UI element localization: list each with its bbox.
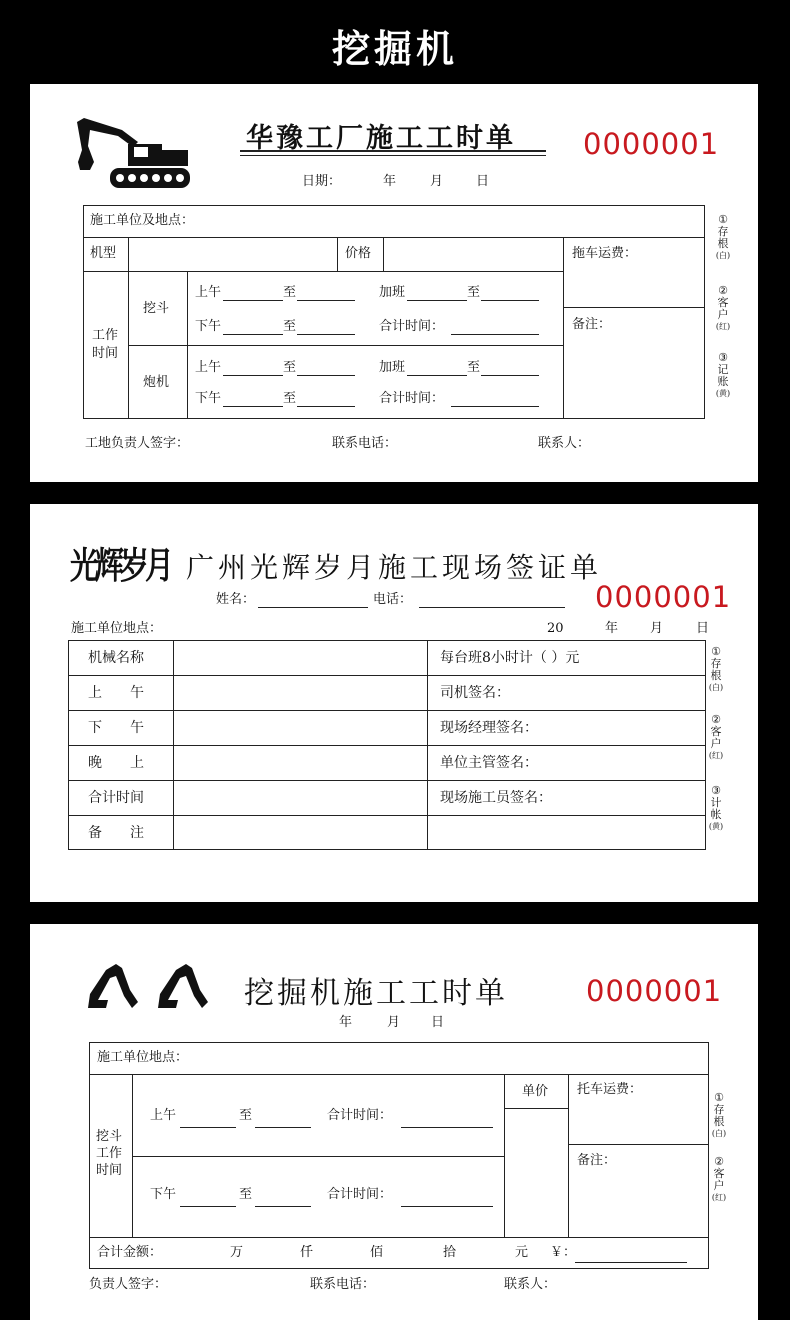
- brand-logo: 光辉岁月: [70, 544, 171, 587]
- total-prefix: 合: [379, 319, 393, 334]
- phone-label: 电话：: [373, 592, 413, 607]
- date-year: 年: [339, 1015, 353, 1030]
- afternoon-label: 下午: [195, 319, 222, 334]
- date-month: 月: [650, 621, 664, 636]
- tow-fee-label: 拖车运费：: [572, 246, 638, 261]
- site-label: 施工单位及地点：: [90, 213, 195, 228]
- amount-shi: 拾: [443, 1245, 457, 1260]
- unit-supervisor-signature-label: 单位主管签名：: [440, 755, 538, 771]
- machine-name-label: 机械名称: [88, 650, 144, 666]
- amount-bai: 佰: [370, 1245, 384, 1260]
- copy-label-yellow: ③ 记 账 (黄): [715, 351, 731, 398]
- site-manager-signature-label: 现场经理签名：: [440, 720, 538, 736]
- copy-label-white: ① 存 根 (白): [711, 1091, 727, 1138]
- total-amount-label: 合计金额：: [97, 1245, 163, 1260]
- date-year: 年: [605, 621, 619, 636]
- total-time-label: 计时间：: [392, 319, 445, 334]
- afternoon-label: 下午: [195, 391, 222, 406]
- copy-label-white: ① 存 根 (白): [715, 213, 731, 260]
- site-worker-signature-label: 现场施工员签名：: [440, 790, 552, 806]
- date-month: 月: [430, 174, 444, 189]
- site-manager-signature-label: 工地负责人签字：: [85, 436, 190, 451]
- phone-label: 联系电话：: [332, 436, 398, 451]
- price-label: 价格: [345, 246, 372, 261]
- copy-label-yellow: ③ 计 帐 (黄): [708, 784, 724, 831]
- to-label: 至: [467, 360, 481, 375]
- form-card-3: [30, 924, 758, 1320]
- form-card-1: [30, 84, 758, 482]
- model-label: 机型: [90, 246, 117, 261]
- manager-signature-label: 负责人签字：: [89, 1277, 168, 1292]
- total-time-label: 计时间：: [392, 391, 445, 406]
- remarks-label: 备 注: [88, 825, 144, 841]
- total-time-label: 合计时间：: [327, 1108, 393, 1123]
- excavator-arms-icon: [86, 960, 226, 1012]
- total-time-label: 合计时间：: [327, 1187, 393, 1202]
- remarks-label: 备注：: [572, 317, 612, 332]
- site-label: 施工单位地点：: [71, 621, 163, 636]
- contact-label: 联系人：: [504, 1277, 557, 1292]
- work-time-label: 工作: [92, 328, 119, 343]
- copy-label-white: ① 存 根 (白): [708, 645, 724, 692]
- bucket-work-time-label: 挖斗: [96, 1129, 123, 1144]
- date-month: 月: [387, 1015, 401, 1030]
- date-century: 20: [547, 621, 564, 636]
- to-label: 至: [283, 319, 297, 334]
- to-label: 至: [283, 391, 297, 406]
- shift-rate-label: 每台班8小时计（ ）元: [440, 650, 580, 666]
- to-label: 至: [239, 1108, 253, 1123]
- bucket-label: 挖斗: [143, 301, 170, 316]
- to-label: 至: [283, 360, 297, 375]
- phone-label: 联系电话：: [310, 1277, 376, 1292]
- bucket-work-time-label: 工作: [96, 1146, 123, 1161]
- work-time-label: 时间: [92, 346, 119, 361]
- form-title: 挖掘机施工工时单: [244, 976, 508, 1011]
- total-time-label: 合计时间: [88, 790, 144, 806]
- excavator-icon: [74, 114, 192, 190]
- date-year: 年: [383, 174, 397, 189]
- site-label: 施工单位地点：: [97, 1050, 189, 1065]
- copy-label-red: ② 客 户 (红): [715, 284, 731, 331]
- serial-number: 0000001: [586, 974, 723, 1008]
- form-title: 广州光辉岁月施工现场签证单: [186, 551, 603, 584]
- date-day: 日: [431, 1015, 445, 1030]
- to-label: 至: [467, 285, 481, 300]
- date-day: 日: [696, 621, 710, 636]
- overtime-label: 加班: [379, 285, 406, 300]
- breaker-label: 炮机: [143, 375, 170, 390]
- date-label: 日期：: [302, 174, 342, 189]
- total-prefix: 合: [379, 391, 393, 406]
- overtime-label: 加班: [379, 360, 406, 375]
- amount-yuan: 元: [515, 1245, 529, 1260]
- form-card-2: [30, 504, 758, 902]
- amount-wan: 万: [230, 1245, 244, 1260]
- page-title: 挖掘机: [331, 27, 458, 71]
- copy-label-red: ② 客 户 (红): [711, 1155, 727, 1202]
- afternoon-label: 下午: [150, 1187, 177, 1202]
- name-label: 姓名：: [216, 592, 256, 607]
- copy-label-red: ② 客 户 (红): [708, 713, 724, 760]
- serial-number: 0000001: [595, 580, 732, 614]
- morning-label: 上午: [195, 285, 222, 300]
- morning-label: 上午: [195, 360, 222, 375]
- amount-yen: ￥：: [550, 1245, 577, 1260]
- morning-label: 上 午: [88, 685, 144, 701]
- amount-qian: 仟: [300, 1245, 314, 1260]
- evening-label: 晚 上: [88, 755, 144, 771]
- bucket-work-time-label: 时间: [96, 1163, 123, 1178]
- serial-number: 0000001: [583, 127, 720, 161]
- to-label: 至: [283, 285, 297, 300]
- unit-price-label: 单价: [522, 1084, 549, 1099]
- driver-signature-label: 司机签名：: [440, 685, 510, 701]
- morning-label: 上午: [150, 1108, 177, 1123]
- date-day: 日: [476, 174, 490, 189]
- afternoon-label: 下 午: [88, 720, 144, 736]
- tow-fee-label: 托车运费：: [577, 1082, 643, 1097]
- form-title: 华豫工厂施工工时单: [246, 123, 516, 154]
- to-label: 至: [239, 1187, 253, 1202]
- remarks-label: 备注：: [577, 1153, 617, 1168]
- contact-label: 联系人：: [538, 436, 591, 451]
